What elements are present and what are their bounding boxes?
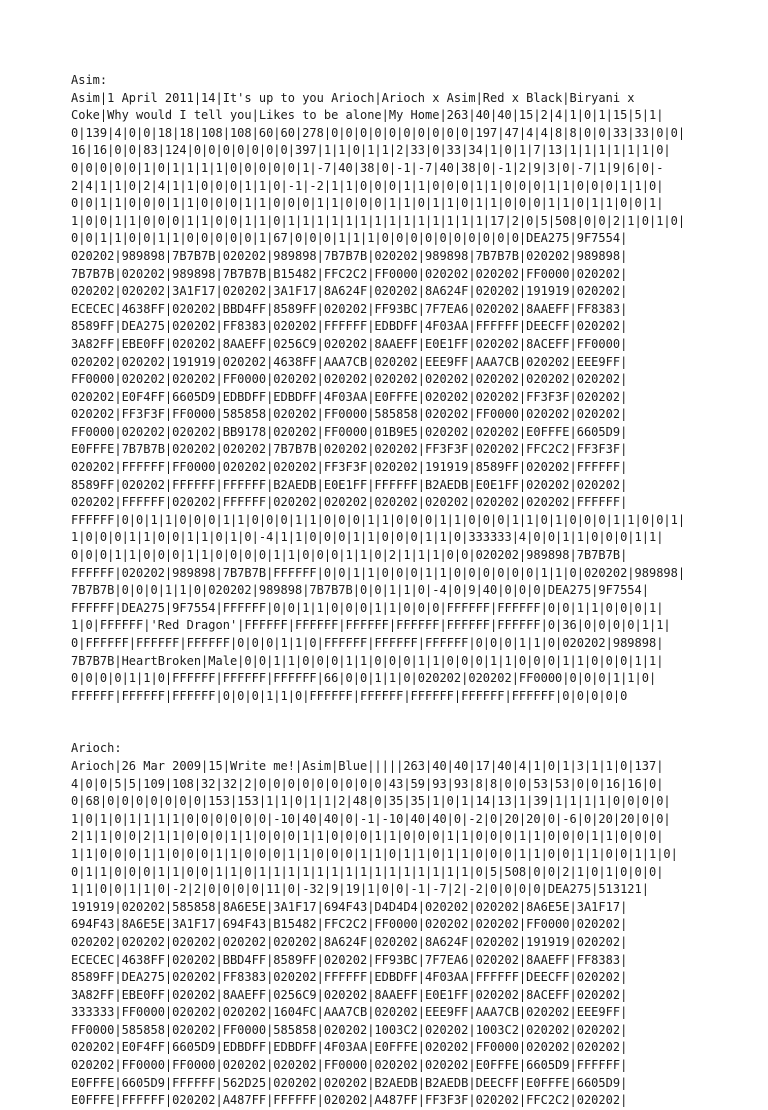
data-line: 8589FF|020202|FFFFFF|FFFFFF|B2AEDB|E0E1FF|FFFFFF|B2AEDB|E0E1FF|020202|020202| — [71, 477, 628, 492]
data-line: 020202|FFFFFF|020202|FFFFFF|020202|020202|020202|020202|020202|020202|FFFFFF| — [71, 495, 628, 510]
data-line: 020202|FFFFFF|FF0000|020202|020202|FF3F3F|020202|191919|8589FF|020202|FFFFFF| — [71, 460, 628, 475]
data-line: 191919|020202|585858|8A6E5E|3A1F17|694F43|D4D4D4|020202|020202|8A6E5E|3A1F17| — [71, 899, 628, 914]
data-line: Asim|1 April 2011|14|It's up to you Arioch|Arioch x Asim|Red x Black|Biryani x — [71, 90, 635, 105]
data-line: 0|139|4|0|0|18|18|108|108|60|60|278|0|0|0|0|0|0|0|0|0|0|197|47|4|4|8|8|0|0|33|33|0|0| — [71, 125, 686, 140]
section-heading: Arioch: — [71, 741, 122, 756]
data-line: 0|0|1|1|0|0|0|1|1|0|0|0|1|1|0|0|0|1|1|0|0|0|1|1|0|1|1|0|1|1|0|0|0|1|1|0|1|1|0|0|1| — [71, 196, 664, 211]
data-line: 333333|FF0000|020202|020202|1604FC|AAA7CB|020202|EEE9FF|AAA7CB|020202|EEE9FF| — [71, 1005, 628, 1020]
data-line: 0|68|0|0|0|0|0|0|0|153|153|1|1|0|1|1|2|48|0|35|35|1|0|1|14|13|1|39|1|1|1|1|0|0|0|0| — [71, 794, 671, 809]
data-line: ECECEC|4638FF|020202|BBD4FF|8589FF|020202|FF93BC|7F7EA6|020202|8AAEFF|FF8383| — [71, 952, 628, 967]
data-line: FFFFFF|020202|989898|7B7B7B|FFFFFF|0|0|1|1|0|0|0|1|1|0|0|0|0|0|0|1|1|0|020202|989898| — [71, 565, 686, 580]
data-line: 2|1|1|0|0|2|1|1|0|0|0|1|1|0|0|0|1|1|0|0|0|1|1|0|0|0|1|1|0|0|0|1|1|0|0|0|1|1|0|0|0| — [71, 829, 664, 844]
record-section — [71, 72, 711, 705]
data-line: E0FFFE|FFFFFF|020202|A487FF|FFFFFF|020202|A487FF|FF3F3F|020202|FFC2C2|020202| — [71, 1093, 628, 1108]
data-line: 0|0|0|0|1|1|0|FFFFFF|FFFFFF|FFFFFF|66|0|0|1|1|0|020202|020202|FF0000|0|0|0|1|1|0| — [71, 671, 657, 686]
data-line: E0FFFE|7B7B7B|020202|020202|7B7B7B|020202|020202|FF3F3F|020202|FFC2C2|FF3F3F| — [71, 442, 628, 457]
data-line: Arioch|26 Mar 2009|15|Write me!|Asim|Blue|||||263|40|40|17|40|4|1|0|1|3|1|1|0|137| — [71, 758, 664, 773]
data-line: 0|0|0|1|1|0|0|0|1|1|0|0|0|0|1|1|0|0|0|1|1|0|2|1|1|1|0|0|020202|989898|7B7B7B| — [71, 548, 628, 563]
section-heading: Asim: — [71, 73, 108, 87]
data-line: 1|0|0|0|1|1|0|0|1|1|0|1|0|-4|1|1|0|0|0|1|1|0|0|0|1|1|0|333333|4|0|0|1|1|0|0|0|1|1| — [71, 530, 664, 545]
record-section — [71, 740, 711, 1109]
data-line: 020202|E0F4FF|6605D9|EDBDFF|EDBDFF|4F03AA|E0FFFE|020202|020202|FF3F3F|020202| — [71, 389, 628, 404]
data-line: ECECEC|4638FF|020202|BBD4FF|8589FF|020202|FF93BC|7F7EA6|020202|8AAEFF|FF8383| — [71, 301, 628, 316]
data-line: 020202|E0F4FF|6605D9|EDBDFF|EDBDFF|4F03AA|E0FFFE|020202|FF0000|020202|020202| — [71, 1040, 628, 1055]
data-line: 7B7B7B|020202|989898|7B7B7B|B15482|FFC2C2|FF0000|020202|020202|FF0000|020202| — [71, 266, 628, 281]
data-line: 0|1|1|0|0|0|1|1|0|0|1|1|0|1|1|1|1|1|1|1|1|1|1|1|1|1|1|1|0|5|508|0|0|2|1|0|1|0|0|0| — [71, 864, 664, 879]
data-line: 8589FF|DEA275|020202|FF8383|020202|FFFFFF|EDBDFF|4F03AA|FFFFFF|DEECFF|020202| — [71, 319, 628, 334]
data-line: 1|0|1|0|1|1|1|1|0|0|0|0|0|0|-10|40|40|0|-1|-10|40|40|0|-2|0|20|20|0|-6|0|20|20|0|0| — [71, 811, 671, 826]
data-line: 020202|020202|191919|020202|4638FF|AAA7CB|020202|EEE9FF|AAA7CB|020202|EEE9FF| — [71, 354, 628, 369]
data-line: 3A82FF|EBE0FF|020202|8AAEFF|0256C9|020202|8AAEFF|E0E1FF|020202|8ACEFF|FF0000| — [71, 336, 628, 351]
data-line: 020202|020202|3A1F17|020202|3A1F17|8A624F|020202|8A624F|020202|191919|020202| — [71, 284, 628, 299]
data-line: FF0000|585858|020202|FF0000|585858|020202|1003C2|020202|1003C2|020202|020202| — [71, 1022, 628, 1037]
data-line: 0|0|1|1|0|0|1|1|0|0|0|0|0|1|67|0|0|0|1|1|1|0|0|0|0|0|0|0|0|0|0|DEA275|9F7554| — [71, 231, 628, 246]
data-line: 0|FFFFFF|FFFFFF|FFFFFF|0|0|0|1|1|0|FFFFFF|FFFFFF|FFFFFF|0|0|0|1|1|0|020202|989898| — [71, 636, 664, 650]
data-line: 4|0|0|5|5|109|108|32|32|2|0|0|0|0|0|0|0|0|0|43|59|93|93|8|8|0|0|53|53|0|0|16|16|0| — [71, 776, 664, 791]
data-line: 8589FF|DEA275|020202|FF8383|020202|FFFFFF|EDBDFF|4F03AA|FFFFFF|DEECFF|020202| — [71, 970, 628, 985]
data-line: 020202|989898|7B7B7B|020202|989898|7B7B7B|020202|989898|7B7B7B|020202|989898| — [71, 248, 628, 263]
data-line: 7B7B7B|0|0|0|1|1|0|020202|989898|7B7B7B|0|0|1|1|0|-4|0|9|40|0|0|0|DEA275|9F7554| — [71, 583, 649, 598]
data-line: FF0000|020202|020202|BB9178|020202|FF0000|01B9E5|020202|020202|E0FFFE|6605D9| — [71, 424, 628, 439]
data-line: FFFFFF|DEA275|9F7554|FFFFFF|0|0|1|1|0|0|0|1|1|0|0|0|FFFFFF|FFFFFF|0|0|1|1|0|0|0|1| — [71, 600, 664, 615]
data-line: 1|1|0|0|0|1|1|0|0|0|1|1|0|0|0|1|1|0|0|0|1|1|0|1|1|0|1|1|0|0|0|1|1|0|0|1|1|0|0|1|1|0| — [71, 846, 678, 861]
data-line: 1|0|FFFFFF|'Red Dragon'|FFFFFF|FFFFFF|FFFFFF|FFFFFF|FFFFFF|FFFFFF|0|36|0|0|0|0|1|1| — [71, 618, 671, 633]
data-line: 7B7B7B|HeartBroken|Male|0|0|1|1|0|0|0|1|1|0|0|0|1|1|0|0|0|1|1|0|0|0|1|1|0|0|0|1|1| — [71, 653, 664, 668]
data-line: 020202|FF3F3F|FF0000|585858|020202|FF0000|585858|020202|FF0000|020202|020202| — [71, 407, 628, 422]
data-line: 2|4|1|1|0|2|4|1|1|0|0|0|1|1|0|-1|-2|1|1|0|0|0|1|1|0|0|0|1|1|0|0|0|1|1|0|0|0|1|1|0| — [71, 178, 664, 193]
data-line: FFFFFF|FFFFFF|FFFFFF|0|0|0|1|1|0|FFFFFF|FFFFFF|FFFFFF|FFFFFF|FFFFFF|0|0|0|0|0 — [71, 688, 628, 703]
data-line: 694F43|8A6E5E|3A1F17|694F43|B15482|FFC2C2|FF0000|020202|020202|FF0000|020202| — [71, 917, 628, 932]
data-line: FF0000|020202|020202|FF0000|020202|020202|020202|020202|020202|020202|020202| — [71, 372, 628, 387]
data-line: 1|0|0|1|1|0|0|0|1|1|0|0|1|1|0|1|1|1|1|1|1|1|1|1|1|1|1|1|1|17|2|0|5|508|0|0|2|1|0|1|0| — [71, 213, 686, 228]
data-line: 16|16|0|0|83|124|0|0|0|0|0|0|0|397|1|1|0|1|1|2|33|0|33|34|1|0|1|7|13|1|1|1|1|1|1|0| — [71, 143, 671, 158]
document-page — [71, 72, 711, 1110]
data-line: 020202|020202|020202|020202|020202|8A624F|020202|8A624F|020202|191919|020202| — [71, 934, 628, 949]
data-line: E0FFFE|6605D9|FFFFFF|562D25|020202|020202|B2AEDB|B2AEDB|DEECFF|E0FFFE|6605D9| — [71, 1075, 628, 1090]
data-line: Coke|Why would I tell you|Likes to be alone|My Home|263|40|40|15|2|4|1|0|1|15|5|1| — [71, 108, 664, 123]
section-spacer — [71, 705, 711, 740]
data-line: 020202|FF0000|FF0000|020202|020202|FF0000|020202|020202|E0FFFE|6605D9|FFFFFF| — [71, 1058, 628, 1073]
data-line: 1|1|0|0|1|1|0|-2|2|0|0|0|0|11|0|-32|9|19|1|0|0|-1|-7|2|-2|0|0|0|0|DEA275|513121| — [71, 882, 649, 897]
data-line: FFFFFF|0|0|1|1|0|0|0|1|1|0|0|0|1|1|0|0|0|1|1|0|0|0|1|1|0|0|0|1|1|0|1|0|0|0|1|1|0|0|1| — [71, 512, 686, 527]
data-line: 0|0|0|0|0|1|0|1|1|1|1|0|0|0|0|0|1|-7|40|38|0|-1|-7|40|38|0|-1|2|9|3|0|-7|1|9|6|0|- — [71, 160, 664, 175]
data-line: 3A82FF|EBE0FF|020202|8AAEFF|0256C9|020202|8AAEFF|E0E1FF|020202|8ACEFF|020202| — [71, 987, 628, 1002]
